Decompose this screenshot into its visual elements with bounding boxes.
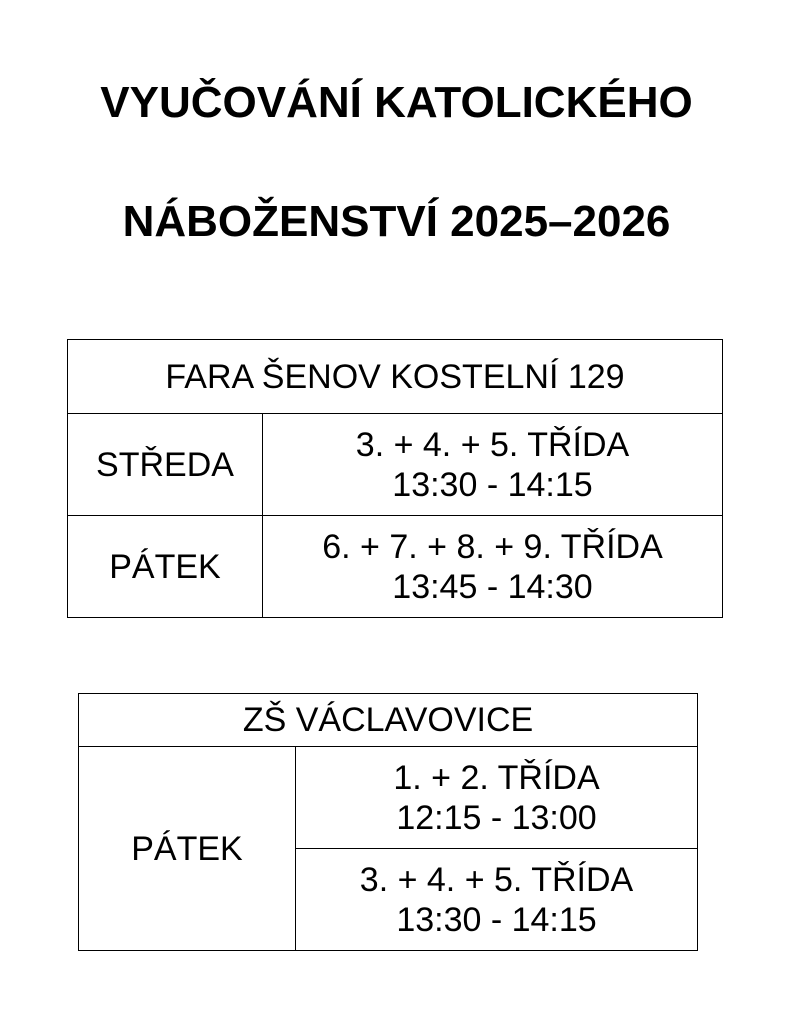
class-time-cell	[296, 849, 698, 951]
class-time-cell	[263, 516, 723, 618]
day-cell: STŘEDA	[68, 414, 263, 516]
schedule-table-zs-vaclavovice	[78, 693, 698, 951]
day-cell: PÁTEK	[79, 747, 296, 951]
class-label: 3. + 4. + 5. TŘÍDA	[359, 860, 634, 899]
time-label: 13:30 - 14:15	[392, 465, 593, 504]
day-cell: PÁTEK	[68, 516, 263, 618]
table-row	[79, 747, 698, 849]
class-label: 3. + 4. + 5. TŘÍDA	[355, 425, 630, 464]
location-header: ZŠ VÁCLAVOVICE	[79, 694, 698, 747]
schedule-table-fara-senov	[67, 339, 723, 618]
page-title-line-2: NÁBOŽENSTVÍ 2025–2026	[122, 197, 671, 246]
page-title-line-1: VYUČOVÁNÍ KATOLICKÉHO	[100, 78, 693, 127]
class-label: 1. + 2. TŘÍDA	[393, 758, 600, 797]
class-time-cell	[296, 747, 698, 849]
class-label: 6. + 7. + 8. + 9. TŘÍDA	[322, 527, 663, 566]
location-header: FARA ŠENOV KOSTELNÍ 129	[68, 340, 723, 414]
time-label: 13:45 - 14:30	[392, 567, 593, 606]
table-row	[68, 414, 723, 516]
table-row	[68, 516, 723, 618]
class-time-cell	[263, 414, 723, 516]
time-label: 12:15 - 13:00	[396, 798, 597, 837]
time-label: 13:30 - 14:15	[396, 900, 597, 939]
